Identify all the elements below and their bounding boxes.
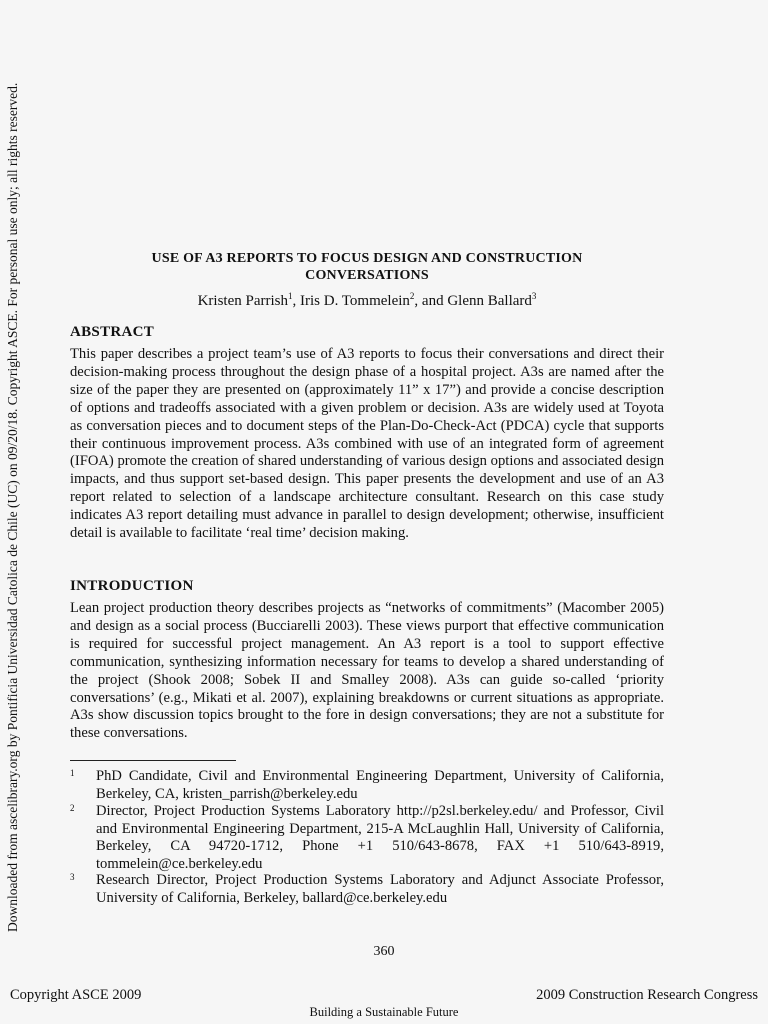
footer-conference: 2009 Construction Research Congress [536, 987, 758, 1003]
author-separator: , [292, 293, 300, 309]
footnote-text: Research Director, Project Production Systems Laboratory and Adjunct Associate Professor, University of California, Berkeley, ballard@ce.berkeley.edu [96, 872, 664, 906]
introduction-text: Lean project production theory describes projects as “networks of commitments” (Macomber 2005) and design as a social process (Bucciarelli 2003). These views purport that effective communication is required for successful project management. An A3 report is a tool to support effective communication, synthesizing information necessary for teams to develop a shared understanding of the project (Shook 2008; Sobek II and Smalley 2008). A3s can guide so-called ‘priority conversations’ (e.g., Mikati et al. 2007), explaining breakdowns or current situations as appropriate. A3s show discussion topics brought to the fore in design conversations; they are not a substitute for these conversations. [70, 600, 664, 742]
author-separator: , and [414, 293, 448, 309]
author-name: Kristen Parrish [197, 293, 288, 309]
paper-title-line-1: USE OF A3 REPORTS TO FOCUS DESIGN AND CONSTRUCTION [151, 251, 583, 266]
footer-copyright: Copyright ASCE 2009 [10, 987, 142, 1003]
page-number: 360 [373, 944, 395, 959]
footnote-text: PhD Candidate, Civil and Environmental Engineering Department, University of California, Berkeley, CA, kristen_parrish@berkeley.edu [96, 768, 664, 802]
abstract-text: This paper describes a project team’s use of A3 reports to focus their conversations and direct their decision-making process throughout the design phase of a hospital project. A3s are named after the size of the paper they are presented on (approximately 11” x 17”) and provide a concise description of options and tradeoffs associated with a given problem or decision. A3s are widely used at Toyota as conversation pieces and to document steps of the Plan-Do-Check-Act (PDCA) cycle that supports their continuous improvement process. A3s combined with use of an integrated form of agreement (IFOA) promote the creation of shared understanding of various design options and associated design impacts, and thus support set-based design. This paper presents the development and use of an A3 report related to selection of a landscape architecture consultant. Research on this case study indicates A3 report detailing must advance in parallel to design development; otherwise, insufficient detail is available to facilitate ‘real time’ decision making. [70, 346, 664, 542]
paper-title-line-2: CONVERSATIONS [305, 268, 429, 283]
footnote-number: 1 [70, 768, 75, 778]
footnote-text: Director, Project Production Systems Laboratory http://p2sl.berkeley.edu/ and Professor, Civil and Environmental Engineering Department, 215-A McLaughlin Hall, University of California, Berkeley, CA 94720-1712, Phone +1 510/643-8678, FAX +1 510/643-8919, tommelein@ce.berkeley.edu [96, 803, 664, 872]
footnote [70, 768, 664, 803]
author-footnote-mark: 3 [531, 291, 537, 301]
footnote [70, 872, 664, 907]
footnote-divider [70, 760, 236, 761]
footnote [70, 803, 664, 873]
author-name: Glenn Ballard [447, 293, 532, 309]
footer-proceedings-title: Building a Sustainable Future [309, 1005, 459, 1019]
abstract-heading: ABSTRACT [70, 324, 155, 340]
author-name: Iris D. Tommelein [300, 293, 410, 309]
download-notice: Downloaded from ascelibrary.org by Pontificia Universidad Catolica de Chile (UC) on 09/20/18. Copyright ASCE. For personal use only; all rights reserved. [5, 82, 20, 932]
author-footnote-mark: 2 [409, 291, 415, 301]
paper-title [70, 250, 664, 284]
footnote-number: 2 [70, 803, 75, 813]
author-footnote-mark: 1 [288, 291, 293, 301]
footnote-number: 3 [70, 872, 75, 882]
author-list [70, 292, 664, 310]
introduction-heading: INTRODUCTION [70, 578, 194, 594]
